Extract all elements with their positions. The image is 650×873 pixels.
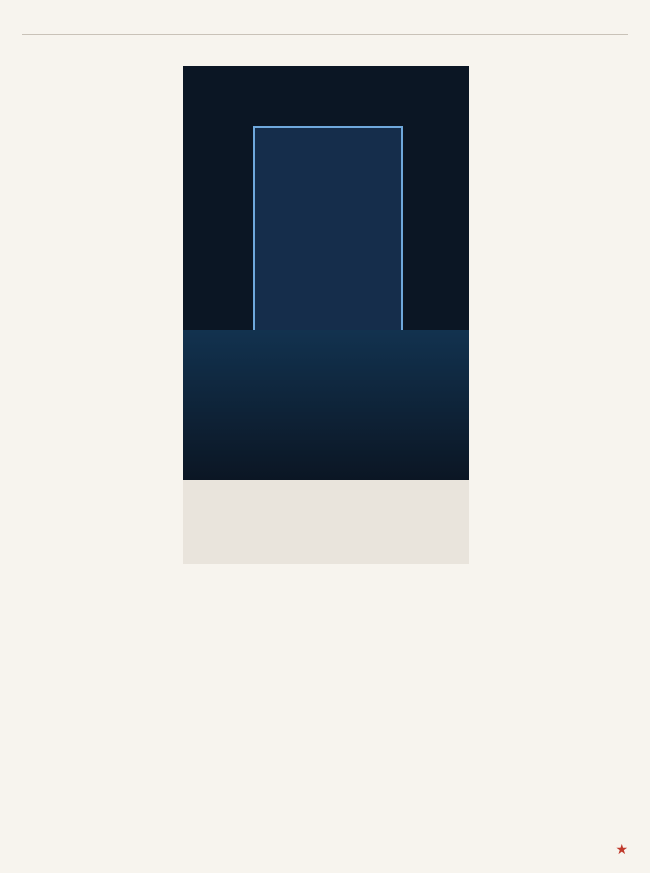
photo-display-case: [253, 126, 403, 336]
header-rule: [22, 34, 628, 35]
exhibition-photo: [183, 66, 469, 480]
star-icon: ★: [615, 843, 628, 858]
photo-floor: [183, 330, 469, 480]
page-header: [22, 8, 628, 54]
photo-caption: [183, 480, 469, 564]
article-column-right: [446, 62, 630, 862]
article-column-middle: [228, 578, 422, 862]
article-column-left: [22, 62, 202, 862]
